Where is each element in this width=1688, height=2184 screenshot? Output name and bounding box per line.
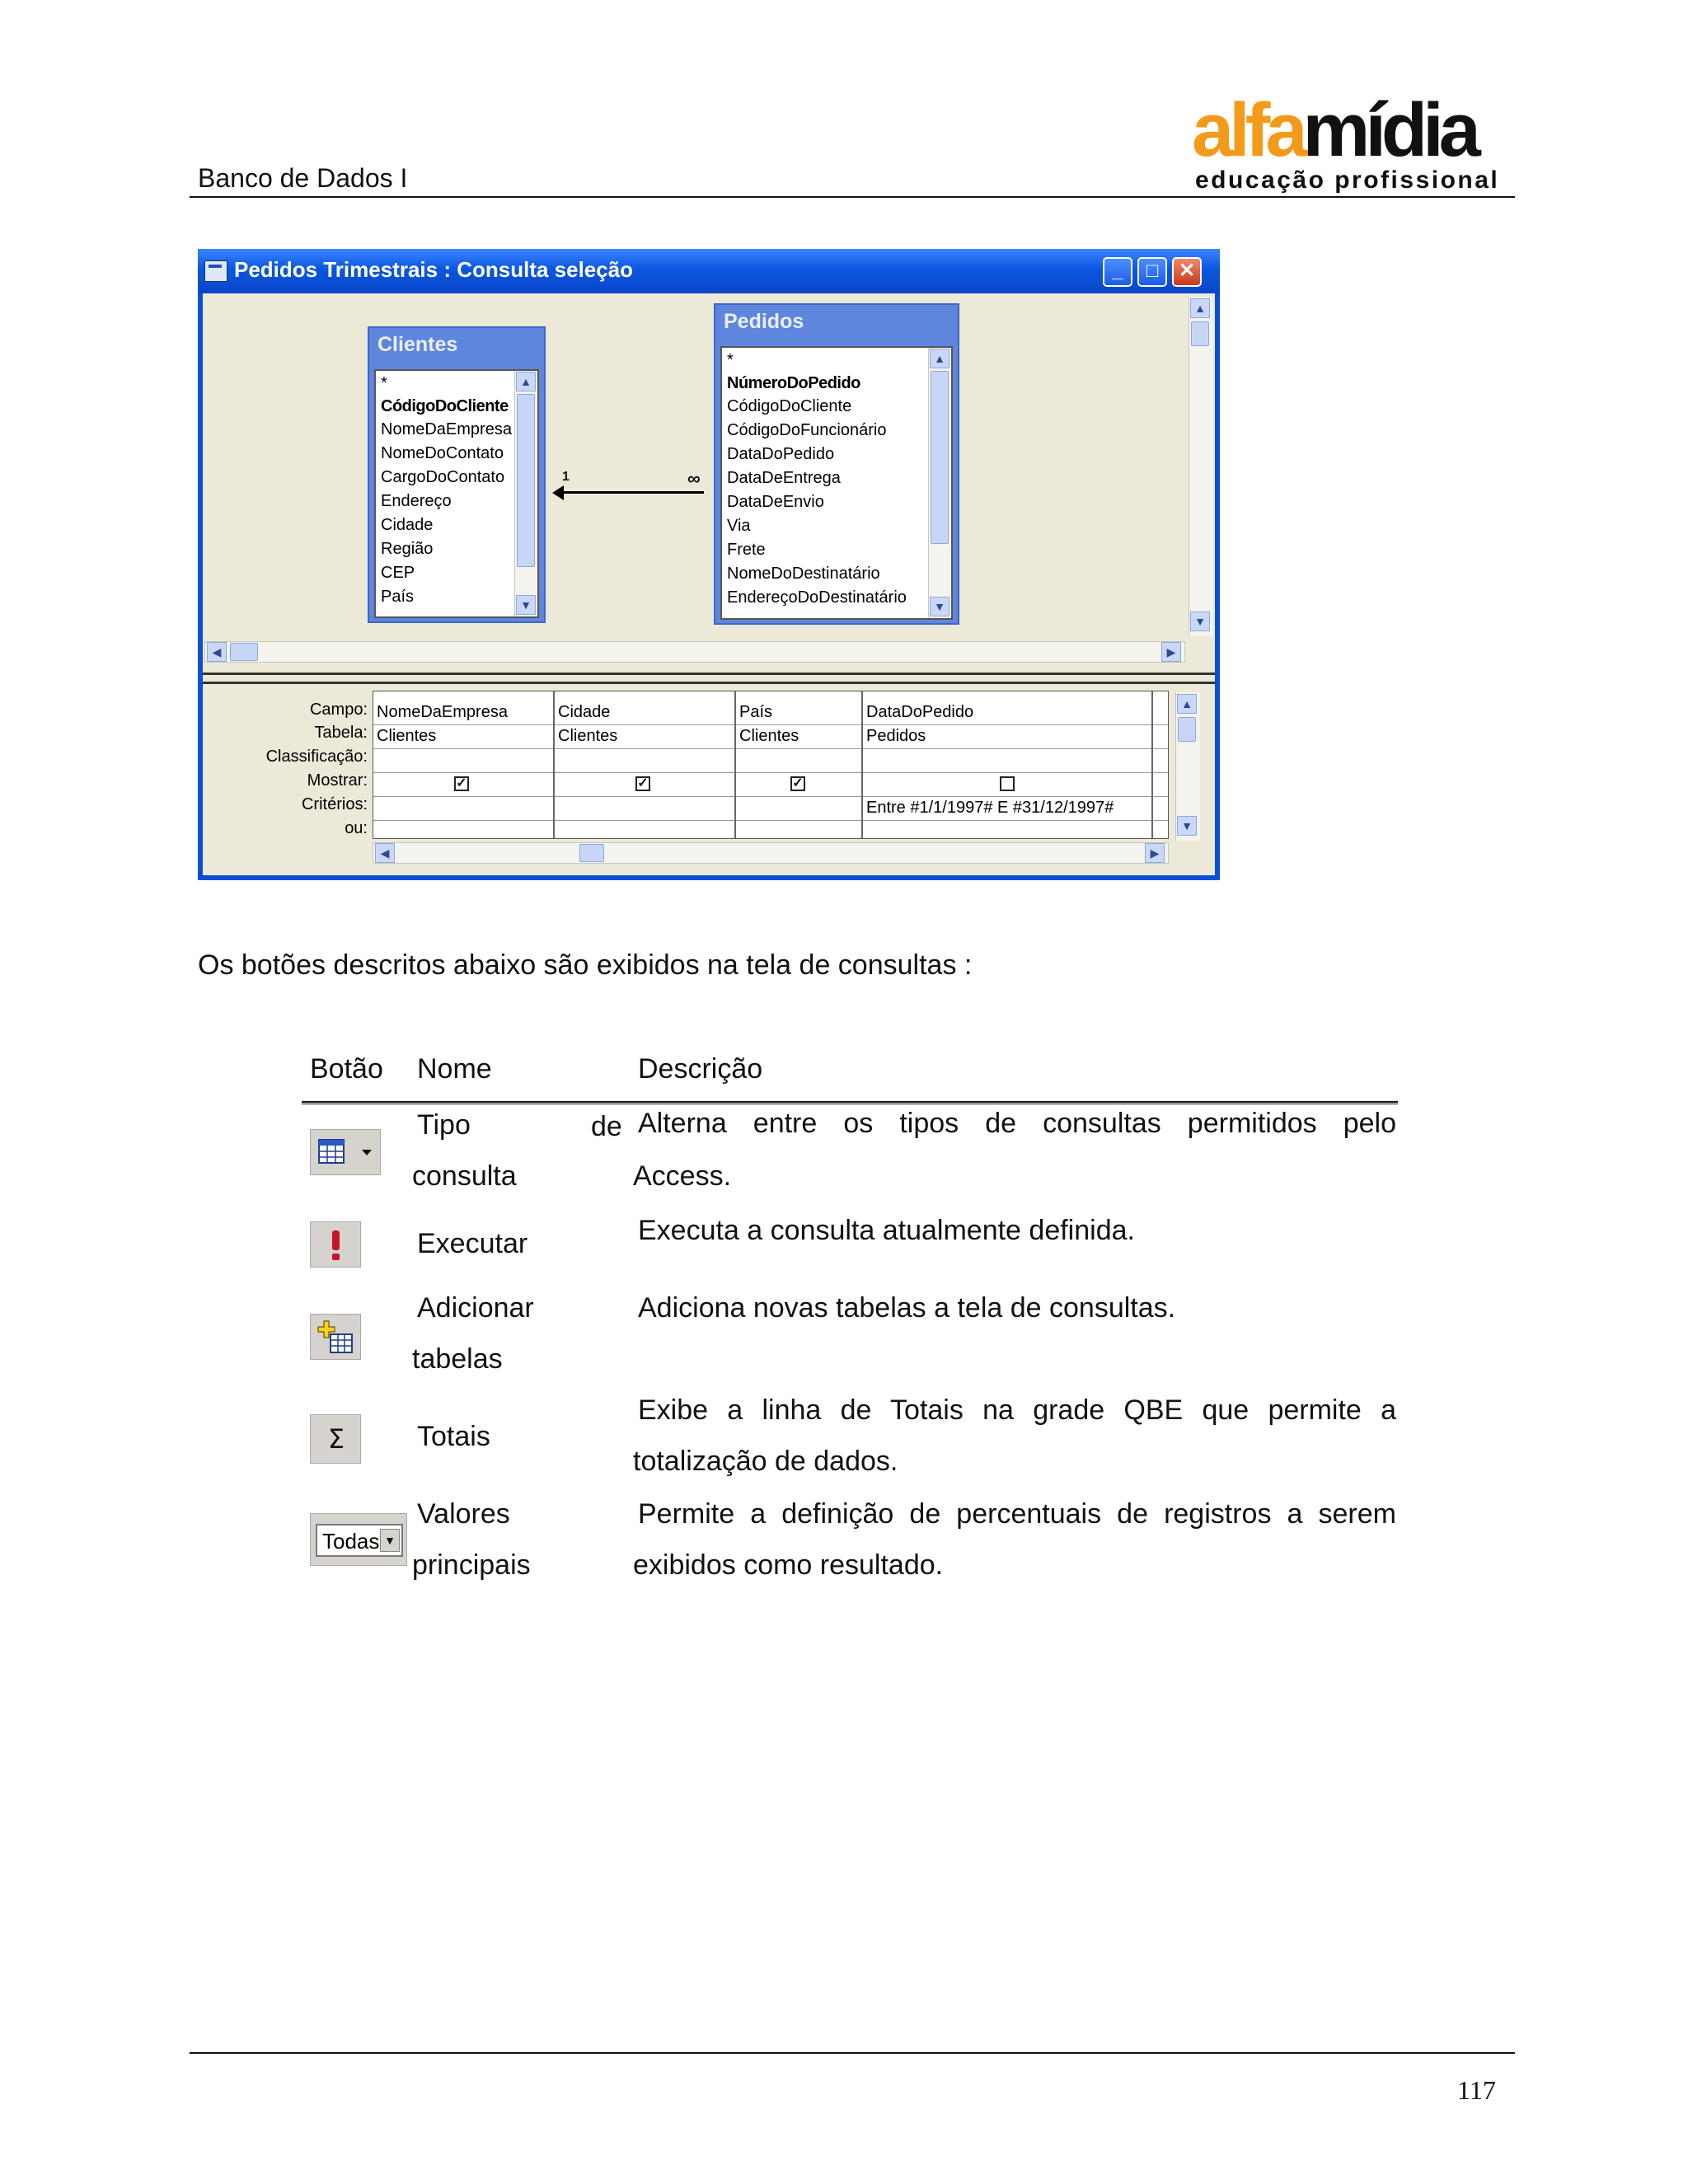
table-pedidos[interactable] (714, 303, 959, 625)
field-item[interactable]: Frete (727, 541, 766, 559)
grid-label-classificacao: Classificação: (265, 748, 368, 766)
alfamidia-logo (1192, 88, 1512, 194)
field-item[interactable]: País (381, 588, 415, 606)
relationship-many-label: ∞ (687, 468, 701, 489)
logo-tagline: educação profissional (1195, 166, 1500, 194)
top-values-label: Todas (322, 1529, 380, 1554)
row-description-line1: Permite a definição de percentuais de registros a serem (638, 1498, 1396, 1530)
field-item[interactable]: EndereçoDoDestinatário (727, 588, 907, 607)
scroll-left-icon[interactable]: ◀ (375, 843, 395, 863)
scroll-down-icon[interactable]: ▼ (1190, 612, 1210, 631)
table-pedidos-title: Pedidos (724, 310, 804, 333)
grid-label-campo: Campo: (309, 701, 368, 719)
field-item[interactable]: * (727, 351, 734, 369)
grid-cell-tabela[interactable]: Clientes (558, 727, 618, 745)
row-name-line2: principais (412, 1549, 531, 1581)
grid-cell-criterios[interactable]: Entre #1/1/1997# E #31/12/1997# (866, 799, 1114, 817)
row-description-line2: Access. (633, 1160, 732, 1192)
row-name-line2: tabelas (412, 1343, 503, 1375)
pane-splitter[interactable] (203, 673, 1215, 684)
field-item[interactable]: DataDoPedido (727, 445, 835, 463)
row-name-line1: Adicionar (417, 1292, 534, 1324)
logo-midia: mídia (1302, 88, 1476, 172)
top-values-dropdown (316, 1524, 403, 1557)
grid-cell-tabela[interactable]: Clientes (739, 727, 799, 745)
field-item[interactable]: CEP (381, 564, 415, 582)
grid-label-criterios: Critérios: (301, 795, 368, 813)
chevron-down-icon: ▼ (380, 1529, 400, 1552)
show-checkbox[interactable]: ✓ (790, 776, 805, 791)
grid-horizontal-scrollbar[interactable] (373, 842, 1169, 864)
run-icon (310, 1221, 361, 1268)
running-title: Banco de Dados I (198, 163, 408, 193)
relationship-line[interactable] (562, 491, 704, 494)
field-item[interactable]: Endereço (381, 492, 452, 510)
table-pedidos-fields[interactable] (720, 346, 953, 620)
field-item[interactable]: NomeDoDestinatário (727, 565, 880, 583)
query-type-icon (310, 1129, 381, 1175)
scroll-thumb[interactable] (230, 643, 258, 661)
row-description-line1: Alterna entre os tipos de consultas permitidos pelo (638, 1108, 1396, 1139)
field-item[interactable]: DataDeEntrega (727, 469, 841, 487)
grid-cell-tabela[interactable]: Pedidos (866, 727, 926, 745)
row-name-line1: Tipo (417, 1109, 471, 1141)
qbe-grid[interactable] (373, 691, 1169, 839)
pane-horizontal-scrollbar[interactable] (204, 641, 1185, 663)
header-rule (190, 196, 1515, 198)
col-header-name: Nome (417, 1053, 492, 1085)
scroll-up-icon[interactable]: ▲ (516, 372, 536, 391)
field-item-key[interactable]: NúmeroDoPedido (727, 374, 860, 392)
row-description-line1: Adiciona novas tabelas a tela de consultas. (638, 1292, 1176, 1324)
field-item[interactable]: CódigoDoCliente (727, 397, 852, 415)
show-checkbox[interactable]: ✓ (635, 776, 650, 791)
query-window (198, 249, 1220, 880)
show-checkbox-unchecked[interactable] (1000, 776, 1015, 791)
scroll-down-icon[interactable]: ▼ (516, 595, 536, 615)
scroll-thumb[interactable] (517, 394, 535, 567)
relationship-one-label: 1 (562, 470, 570, 484)
scroll-right-icon[interactable]: ▶ (1161, 642, 1181, 662)
grid-cell-campo[interactable]: Cidade (558, 703, 611, 721)
grid-label-mostrar: Mostrar: (307, 771, 368, 790)
window-app-icon[interactable] (204, 260, 227, 282)
intro-paragraph: Os botões descritos abaixo são exibidos na tela de consultas : (198, 949, 973, 981)
add-table-icon (310, 1314, 361, 1360)
row-name-line1: Executar (417, 1228, 528, 1259)
scroll-right-icon[interactable]: ▶ (1145, 843, 1165, 863)
close-button[interactable]: ✕ (1172, 257, 1202, 287)
table-clientes-fields[interactable] (374, 369, 539, 618)
scroll-up-icon[interactable]: ▲ (930, 349, 950, 368)
field-item[interactable]: Cidade (381, 516, 434, 534)
maximize-button[interactable]: □ (1137, 257, 1167, 287)
top-values-icon (310, 1513, 407, 1566)
field-item[interactable]: DataDeEnvio (727, 493, 824, 511)
grid-label-ou: ou: (345, 819, 368, 837)
svg-text:Σ: Σ (327, 1423, 345, 1455)
col-header-description: Descrição (638, 1053, 763, 1085)
show-checkbox[interactable]: ✓ (454, 776, 469, 791)
pane-vertical-scrollbar[interactable] (1189, 297, 1213, 636)
row-description-line2: totalização de dados. (633, 1446, 898, 1477)
table-clientes[interactable] (368, 326, 546, 623)
footer-rule (190, 2052, 1515, 2054)
scroll-thumb[interactable] (1178, 717, 1196, 742)
scroll-up-icon[interactable]: ▲ (1177, 694, 1197, 714)
field-item[interactable]: NomeDoContato (381, 444, 504, 462)
field-item-key[interactable]: CódigoDoCliente (381, 397, 509, 415)
scroll-down-icon[interactable]: ▼ (1177, 816, 1197, 836)
row-description-line1: Executa a consulta atualmente definida. (638, 1215, 1135, 1246)
scroll-thumb[interactable] (931, 371, 949, 544)
window-titlebar[interactable] (198, 249, 1220, 293)
grid-cell-tabela[interactable]: Clientes (377, 727, 437, 745)
scroll-left-icon[interactable]: ◀ (207, 642, 227, 662)
pedidos-scrollbar[interactable] (928, 348, 951, 618)
col-header-button: Botão (310, 1053, 383, 1085)
table-pane (203, 293, 1215, 673)
field-item[interactable]: CargoDoContato (381, 468, 505, 486)
grid-label-tabela: Tabela: (314, 724, 368, 742)
scroll-down-icon[interactable]: ▼ (930, 597, 950, 616)
field-item[interactable]: CódigoDoFuncionário (727, 421, 887, 439)
scroll-thumb[interactable] (579, 844, 604, 862)
grid-cell-campo[interactable]: DataDoPedido (866, 703, 974, 721)
row-name-line1: Valores (417, 1498, 510, 1530)
logo-alfa: alfa (1192, 88, 1303, 172)
grid-cell-campo[interactable]: NomeDaEmpresa (377, 703, 508, 721)
minimize-button[interactable]: _ (1103, 257, 1132, 287)
table-clientes-title: Clientes (377, 333, 458, 356)
window-title: Pedidos Trimestrais : Consulta seleção (234, 257, 634, 282)
field-item[interactable]: Via (727, 517, 751, 535)
sigma-icon (310, 1414, 361, 1464)
table-header-rule (302, 1101, 1398, 1104)
row-name-connector: de (591, 1111, 622, 1142)
grid-vertical-scrollbar[interactable] (1175, 692, 1200, 841)
grid-cell-campo[interactable]: País (739, 703, 773, 721)
field-item[interactable]: Região (381, 540, 434, 558)
page-number: 117 (1457, 2075, 1496, 2105)
row-description-line2: exibidos como resultado. (633, 1549, 944, 1581)
row-description-line1: Exibe a linha de Totais na grade QBE que permite a (638, 1394, 1396, 1426)
qbe-grid-pane (203, 684, 1215, 875)
row-name-line1: Totais (417, 1421, 490, 1452)
field-item[interactable]: * (381, 374, 387, 392)
clientes-scrollbar[interactable] (514, 371, 537, 616)
scroll-thumb[interactable] (1191, 321, 1209, 346)
scroll-up-icon[interactable]: ▲ (1190, 298, 1210, 318)
row-name-line2: consulta (412, 1160, 517, 1192)
field-item[interactable]: NomeDaEmpresa (381, 420, 512, 438)
